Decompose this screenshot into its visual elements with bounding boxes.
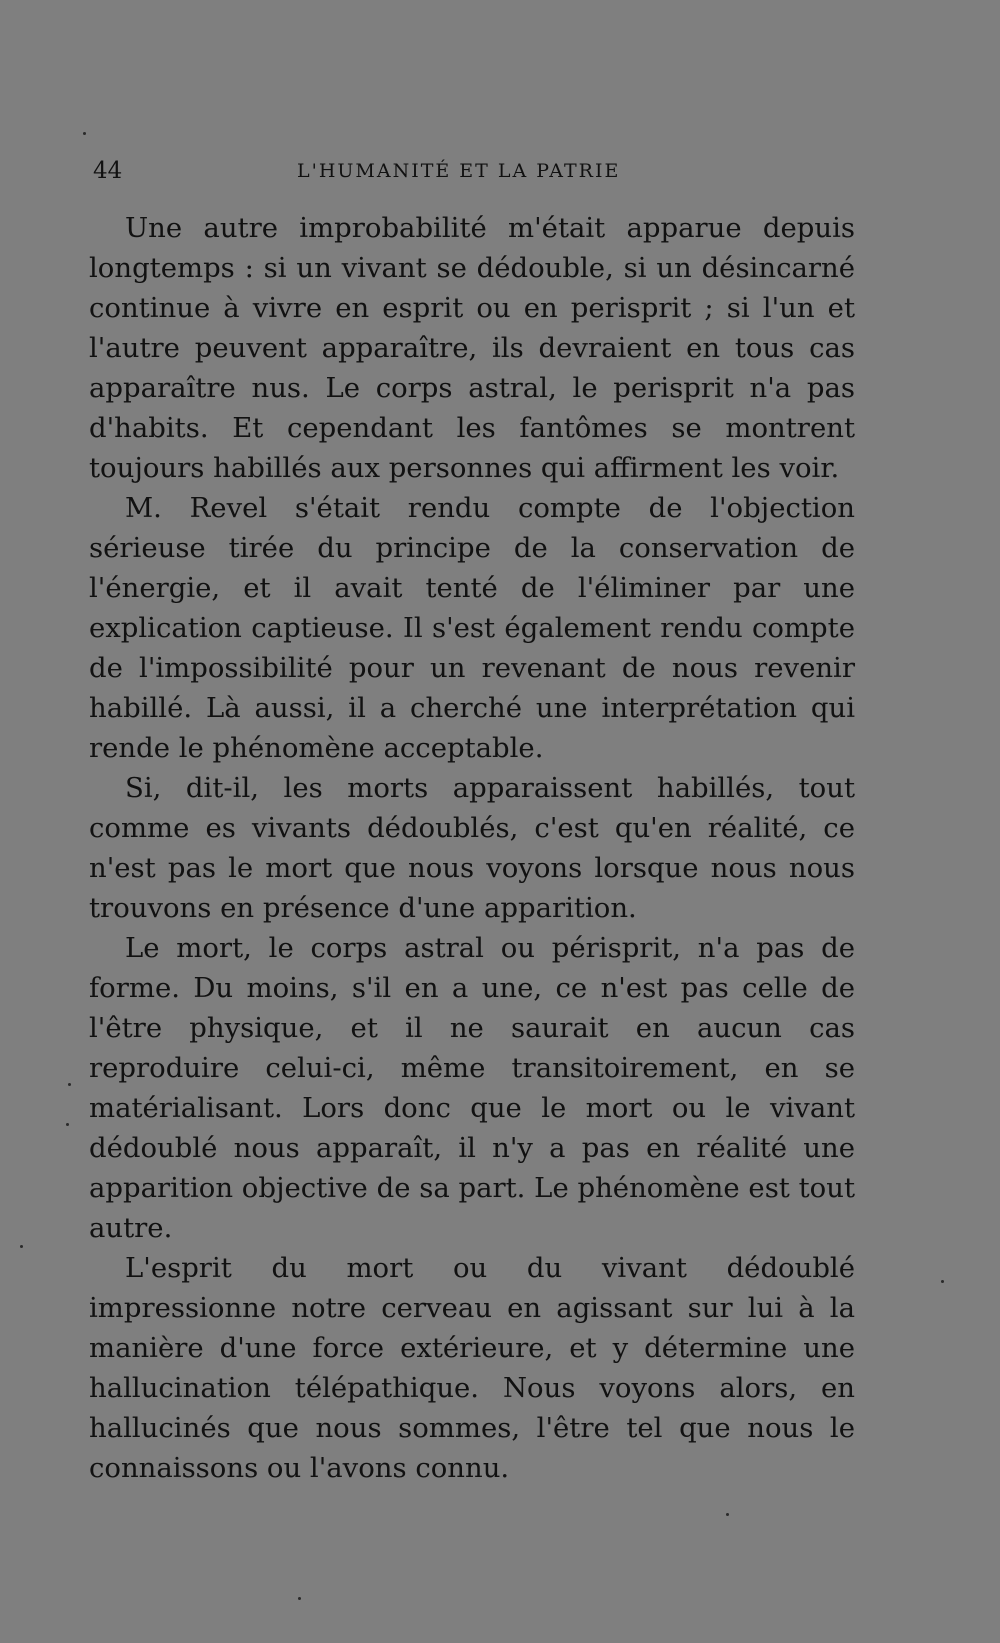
paragraph: Une autre improbabilité m'était apparue depuis longtemps : si un vivant se dédouble, si un désincarné continue à vivre en esprit ou en perisprit ; si l'un et l'autre peuvent apparaître, ils devraient en tous cas apparaître nus. Le corps astral, le perisprit n'a pas d'habits. Et cependant les fantômes se montrent toujours habillés aux personnes qui affirment les voir. [89,212,855,484]
scan-speck [68,1083,71,1086]
paragraph: M. Revel s'était rendu compte de l'objection sérieuse tirée du principe de la conservation de l'énergie, et il avait tenté de l'éliminer par une explication captieuse. Il s'est également rendu compte de l'impossibilité pour un revenant de nous revenir habillé. Là aussi, il a cherché une interprétation qui rende le phénomène acceptable. [89,492,855,764]
page-number: 44 [93,158,123,184]
scan-speck [726,1513,729,1516]
running-title: L'HUMANITÉ ET LA PATRIE [297,160,621,182]
paragraph: Le mort, le corps astral ou périsprit, n'a pas de forme. Du moins, s'il en a une, ce n'est pas celle de l'être physique, et il ne saurait en aucun cas reproduire celui-ci, même transitoirement, en se matérialisant. Lors donc que le mort ou le vivant dédoublé nous apparaît, il n'y a pas en réalité une apparition objective de sa part. Le phénomène est tout autre. [89,932,855,1244]
scan-speck [83,132,86,135]
paragraph: L'esprit du mort ou du vivant dédoublé impressionne notre cerveau en agissant sur lui à la manière d'une force extérieure, et y détermine une hallucination télépathique. Nous voyons alors, en hallucinés que nous sommes, l'être tel que nous le connaissons ou l'avons connu. [89,1252,855,1484]
book-page [89,158,855,1488]
scan-speck [941,1280,944,1283]
scan-speck [298,1597,301,1600]
scan-speck [66,1123,69,1126]
body-text [89,208,855,1488]
running-head [89,158,855,198]
paragraph: Si, dit-il, les morts apparaissent habillés, tout comme es vivants dédoublés, c'est qu'en réalité, ce n'est pas le mort que nous voyons lorsque nous nous trouvons en présence d'une apparition. [89,772,855,924]
scan-speck [20,1245,23,1248]
